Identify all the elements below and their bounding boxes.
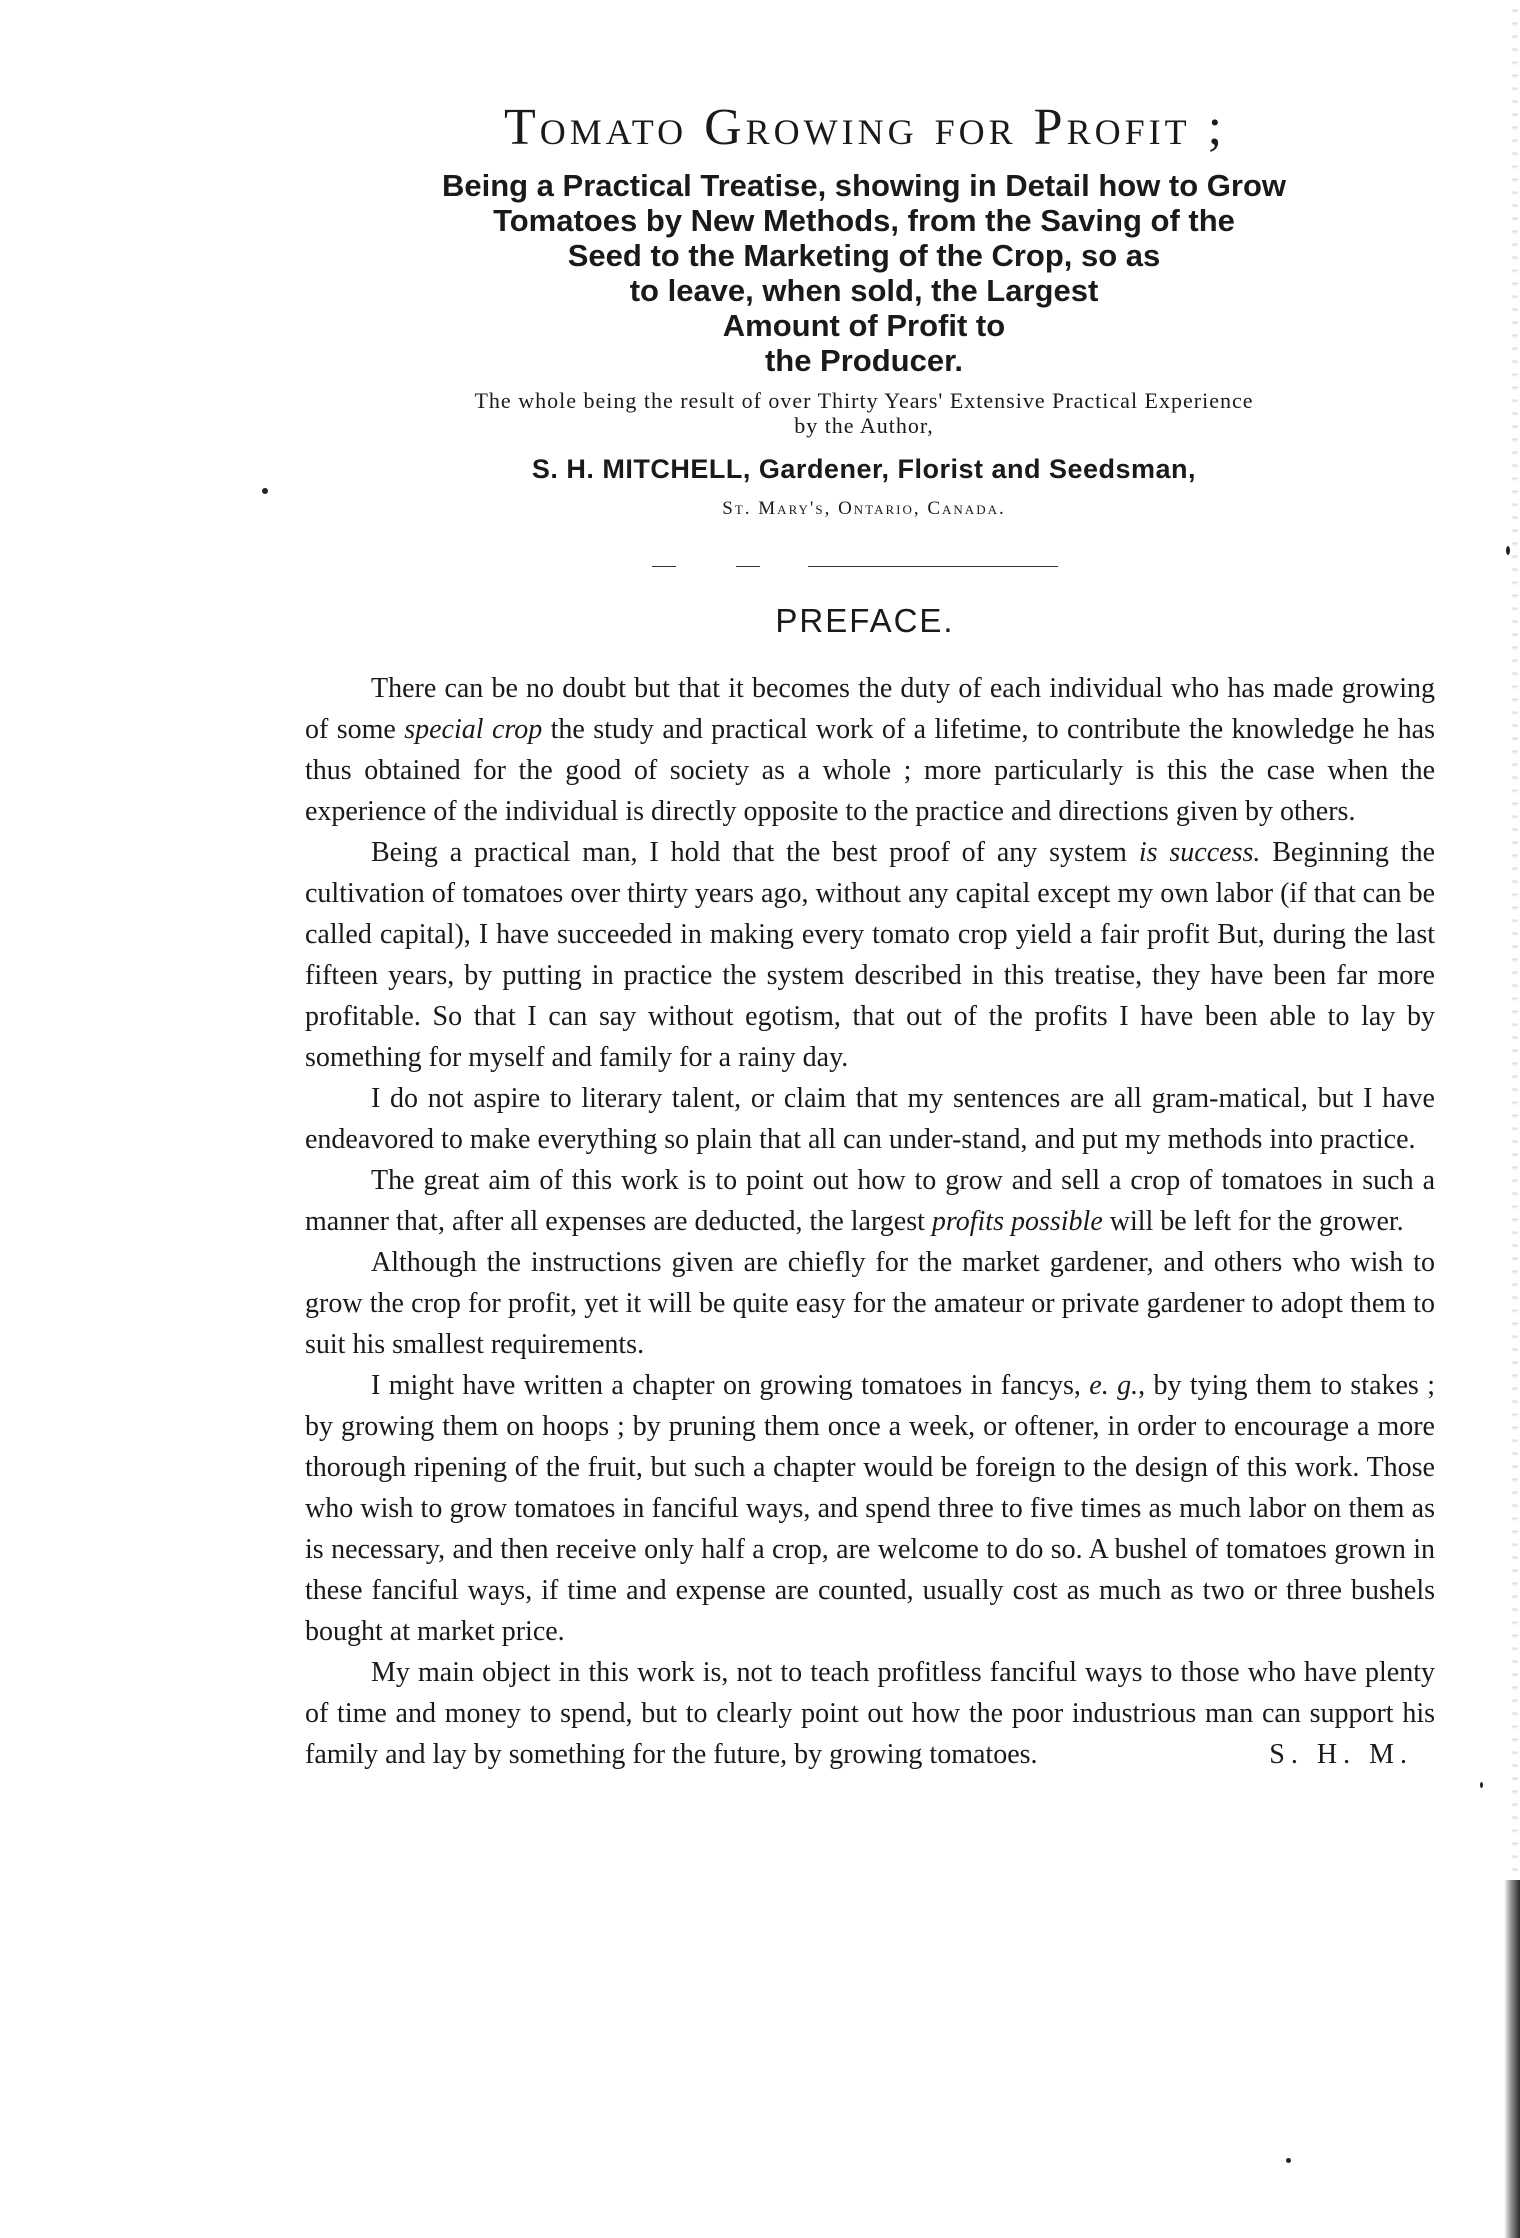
scan-speck (1506, 546, 1510, 555)
subtitle-line: the Producer. (764, 343, 964, 378)
author-location: St. Mary's, Ontario, Canada. (722, 498, 1006, 519)
subtitle-line: Being a Practical Treatise, showing in Detail how to Grow (441, 168, 1287, 203)
emphasis: special crop (404, 714, 543, 745)
paragraph: The great aim of this work is to point out how to grow and sell a crop of tomatoes in such a manner that, after all expenses are deducted, the largest profits possible will be left for the grower. (305, 1165, 1435, 1237)
emphasis: e. g. (1089, 1370, 1139, 1401)
paragraph: Being a practical man, I hold that the best proof of any system is success. Beginning the cultivation of tomatoes over thirty years ago, without any capital except my own labor (if that can be called capital), I have succeeded in making every tomato crop yield a fair profit But, during the last fifteen years, by putting in practice the system described in this treatise, they have been far more profitable. So that I can say without egotism, that out of the profits I have been able to lay by something for myself and family for a rainy day. (305, 837, 1435, 1073)
experience-line: by the Author, (794, 413, 934, 438)
paragraph: There can be no doubt but that it becomes the duty of each individual who has made growing of some special crop the study and practical work of a lifetime, to contribute the knowledge he has thus obtained for the good of society as a whole ; more particularly is this the case when the experience of the individual is directly opposite to the practice and directions given by others. (305, 673, 1435, 827)
paragraph: I do not aspire to literary talent, or claim that my sentences are all gram-matical, but I have endeavored to make everything so plain that all can under-stand, and put my methods into practice. (305, 1083, 1435, 1155)
preface-body (305, 668, 1435, 1775)
paragraph: My main object in this work is, not to teach profitless fanciful ways to those who have plenty of time and money to spend, but to clearly point out how the poor industrious man can support his family and lay by something for the future, by growing tomatoes. S. H. M. (305, 1652, 1435, 1775)
author-signature: S. H. M. (1269, 1739, 1413, 1770)
author-line: S. H. MITCHELL, Gardener, Florist and Seedsman, (531, 454, 1197, 484)
scan-edge (1512, 0, 1518, 1880)
scan-speck (262, 488, 268, 494)
subtitle-line: Seed to the Marketing of the Crop, so as (567, 238, 1161, 273)
book-title: Tomato Growing for Profit ; (503, 99, 1227, 156)
scan-speck (1480, 1782, 1483, 1788)
scan-edge (1504, 1880, 1520, 2238)
preface-heading: PREFACE. (775, 602, 955, 639)
emphasis: is success. (1138, 837, 1261, 868)
book-subtitle (280, 168, 1448, 378)
divider-rule (808, 566, 1058, 567)
divider-rule (652, 566, 676, 567)
emphasis: profits possible (931, 1206, 1103, 1237)
experience-note (300, 388, 1428, 438)
scan-speck (1286, 2158, 1291, 2163)
paragraph: Although the instructions given are chiefly for the market gardener, and others who wish to grow the crop for profit, yet it will be quite easy for the amateur or private gardener to adopt them to suit his smallest requirements. (305, 1247, 1435, 1360)
divider-rule (736, 566, 760, 567)
paragraph: I might have written a chapter on growing tomatoes in fancys, e. g., by tying them to stakes ; by growing them on hoops ; by pruning them once a week, or oftener, in order to encourage a more thorough ripening of the fruit, but such a chapter would be foreign to the design of this work. Those who wish to grow tomatoes in fanciful ways, and spend three to five times as much labor on them as is necessary, and then receive only half a crop, are welcome to do so. A bushel of tomatoes grown in these fanciful ways, if time and expense are counted, usually cost as much as two or three bushels bought at market price. (305, 1370, 1435, 1647)
experience-line: The whole being the result of over Thirty Years' Extensive Practical Experience (474, 388, 1254, 413)
subtitle-line: Tomatoes by New Methods, from the Saving of the (493, 203, 1235, 238)
subtitle-line: Amount of Profit to (722, 308, 1006, 343)
subtitle-line: to leave, when sold, the Largest (629, 273, 1099, 308)
